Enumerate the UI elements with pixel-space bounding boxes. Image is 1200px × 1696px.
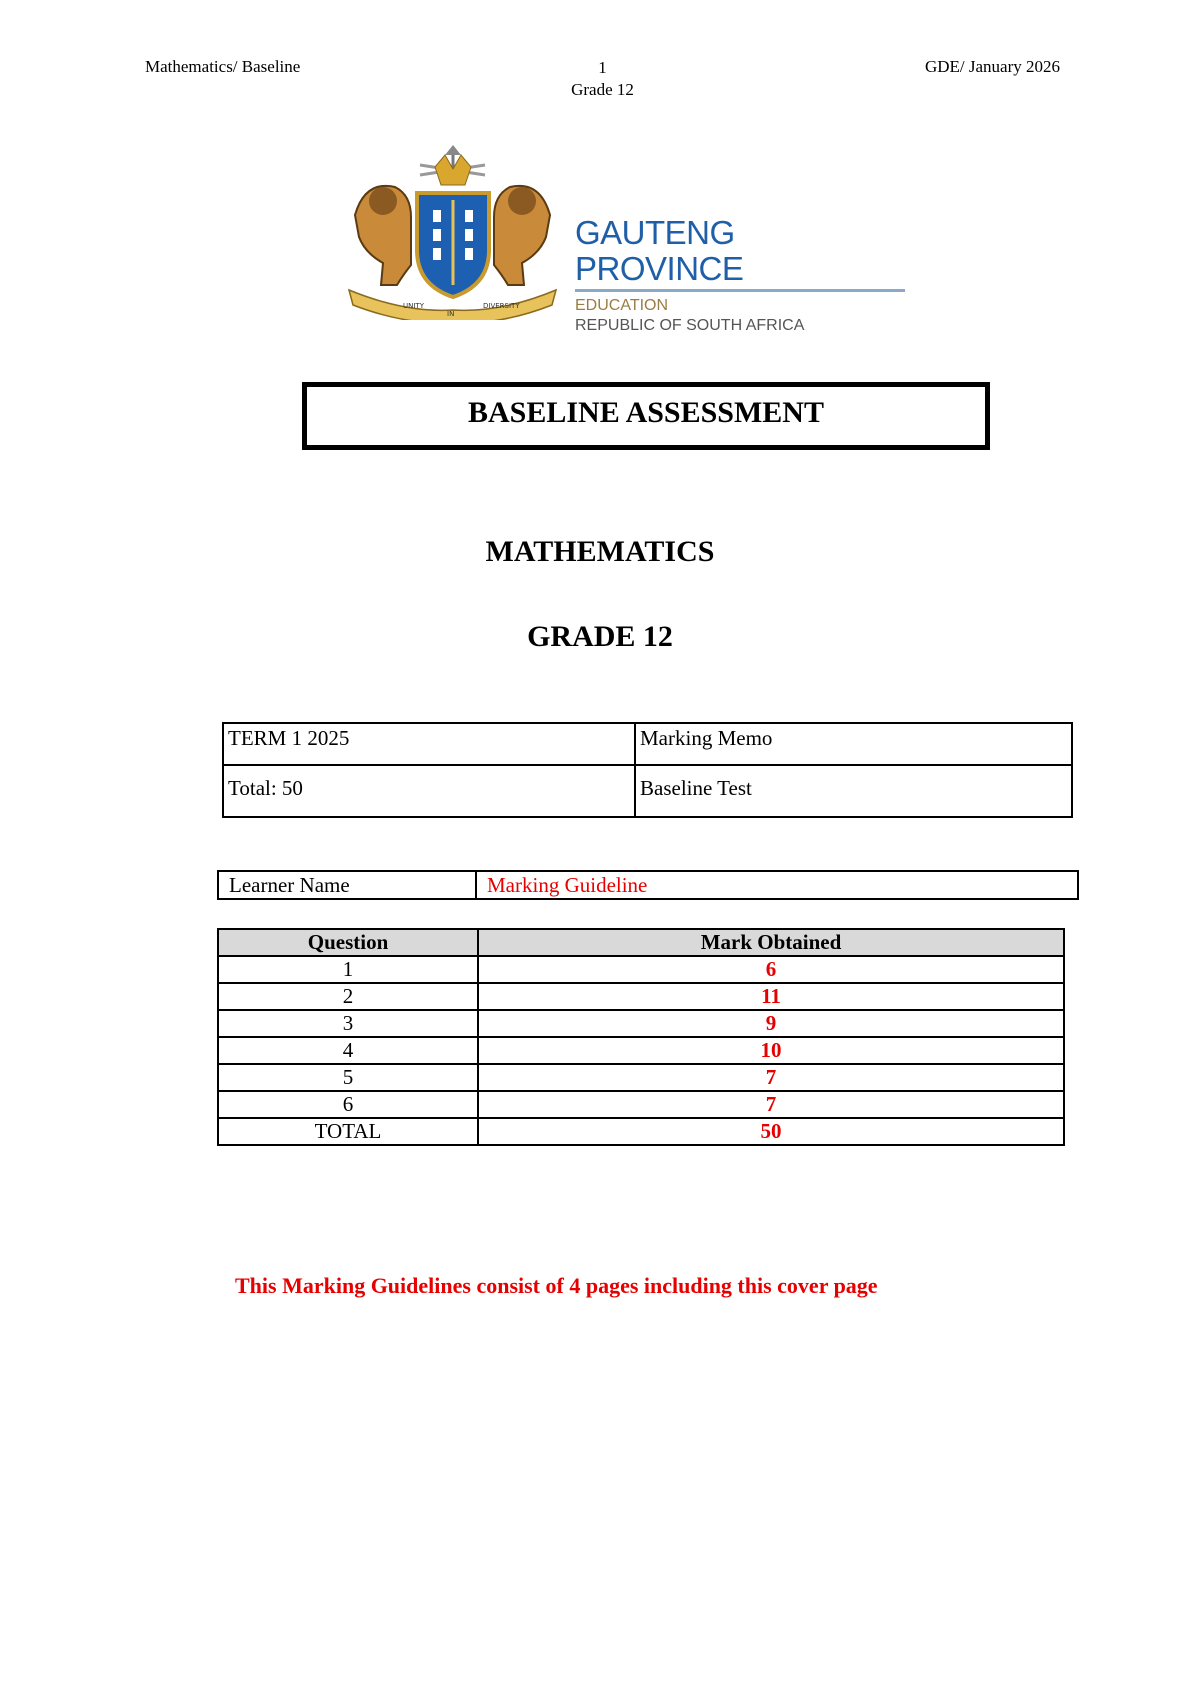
question-mark: 11 bbox=[478, 983, 1064, 1010]
learner-name-value: Marking Guideline bbox=[476, 871, 1078, 899]
question-mark: 7 bbox=[478, 1064, 1064, 1091]
coat-of-arms-icon bbox=[345, 145, 560, 320]
question-mark: 10 bbox=[478, 1037, 1064, 1064]
doc-type-cell: Marking Memo bbox=[635, 723, 1072, 765]
total-row bbox=[218, 1118, 1064, 1145]
header-page-number: 1 bbox=[598, 58, 607, 77]
header-center bbox=[145, 57, 1060, 101]
gauteng-logo bbox=[345, 145, 905, 334]
question-number: 1 bbox=[218, 956, 478, 983]
grade-title: GRADE 12 bbox=[527, 620, 673, 653]
learner-row bbox=[218, 871, 1078, 899]
motto-diversity: DIVERSITY bbox=[483, 302, 520, 310]
question-mark: 7 bbox=[478, 1091, 1064, 1118]
question-number: 2 bbox=[218, 983, 478, 1010]
table-row bbox=[218, 1064, 1064, 1091]
logo-text bbox=[575, 215, 905, 336]
question-mark: 9 bbox=[478, 1010, 1064, 1037]
question-column-header: Question bbox=[218, 929, 478, 956]
question-number: 5 bbox=[218, 1064, 478, 1091]
marks-table bbox=[217, 928, 1065, 1146]
info-row bbox=[223, 723, 1072, 765]
info-table bbox=[222, 722, 1073, 818]
test-type-cell: Baseline Test bbox=[635, 765, 1072, 817]
info-row bbox=[223, 765, 1072, 817]
total-label: TOTAL bbox=[218, 1118, 478, 1145]
total-mark: 50 bbox=[478, 1118, 1064, 1145]
table-row bbox=[218, 1091, 1064, 1118]
subject-title: MATHEMATICS bbox=[485, 535, 715, 568]
logo-country: REPUBLIC OF SOUTH AFRICA bbox=[575, 317, 805, 334]
assessment-title-box: BASELINE ASSESSMENT bbox=[302, 382, 990, 450]
table-row bbox=[218, 1037, 1064, 1064]
header-grade: Grade 12 bbox=[571, 80, 634, 99]
motto-in: IN bbox=[447, 310, 455, 318]
logo-province: GAUTENG PROVINCE bbox=[575, 215, 905, 292]
table-row bbox=[218, 956, 1064, 983]
total-cell: Total: 50 bbox=[223, 765, 635, 817]
page-count-note: This Marking Guidelines consist of 4 pages including this cover page bbox=[235, 1273, 878, 1298]
question-number: 3 bbox=[218, 1010, 478, 1037]
page-header bbox=[145, 57, 1060, 107]
logo-department: EDUCATION bbox=[575, 297, 669, 314]
mark-column-header: Mark Obtained bbox=[478, 929, 1064, 956]
marks-header-row bbox=[218, 929, 1064, 956]
table-row bbox=[218, 983, 1064, 1010]
table-row bbox=[218, 1010, 1064, 1037]
motto-unity: UNITY bbox=[403, 302, 424, 310]
header-right: GDE/ January 2026 bbox=[924, 57, 1060, 76]
question-number: 6 bbox=[218, 1091, 478, 1118]
learner-name-label: Learner Name bbox=[218, 871, 476, 899]
header-left: Mathematics/ Baseline bbox=[145, 57, 301, 76]
learner-table bbox=[217, 870, 1079, 900]
term-cell: TERM 1 2025 bbox=[223, 723, 635, 765]
question-mark: 6 bbox=[478, 956, 1064, 983]
question-number: 4 bbox=[218, 1037, 478, 1064]
